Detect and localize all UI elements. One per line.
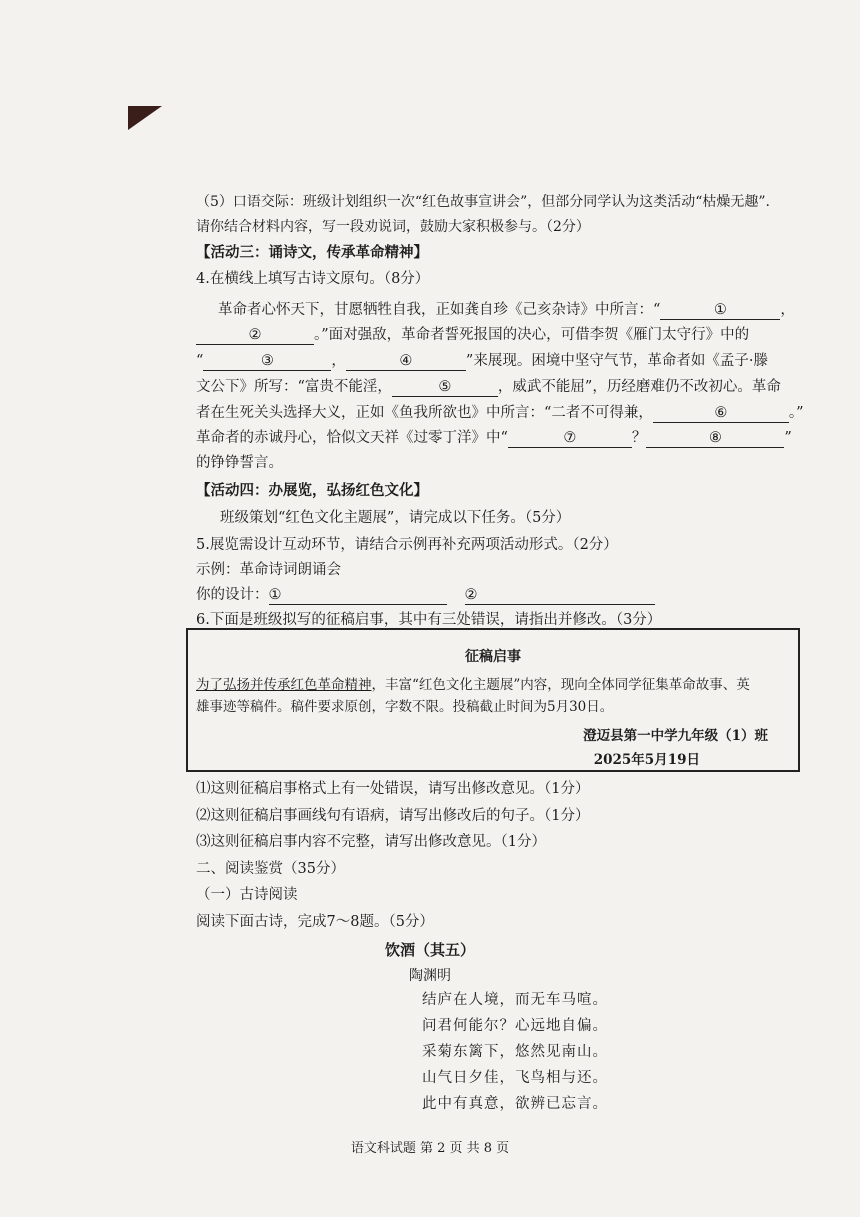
q5-line1: （5）口语交际：班级计划组织一次“红色故事宣讲会”，但部分同学认为这类活动“枯燥无趣”. bbox=[196, 194, 770, 210]
q4-text: ”来展现。困境中坚守气节，革命者如《孟子·滕 bbox=[465, 353, 768, 369]
q4-text: 革命者心怀天下，甘愿牺牲自我，正如龚自珍《己亥杂诗》中所言：“ bbox=[218, 302, 661, 318]
poem-line: 采菊东篱下，悠然见南山。 bbox=[422, 1044, 608, 1060]
activity4-intro: 班级策划“红色文化主题展”，请完成以下任务。（5分） bbox=[220, 510, 571, 526]
q4-text: ？ bbox=[631, 430, 647, 446]
q4-line2 bbox=[196, 325, 749, 345]
notice-underlined-sentence: 为了弘扬并传承红色革命精神 bbox=[196, 677, 372, 693]
notice-date: 2025年5月19日 bbox=[593, 752, 700, 768]
section2-sub: （一）古诗阅读 bbox=[196, 887, 298, 903]
poem-line: 此中有真意，欲辨已忘言。 bbox=[422, 1096, 608, 1112]
answer-blank-8[interactable]: ⑧ bbox=[646, 429, 784, 448]
q6-sub3: ⑶这则征稿启事内容不完整，请写出修改意见。（1分） bbox=[196, 834, 546, 850]
q6-sub2: ⑵这则征稿启事画线句有语病，请写出修改后的句子。（1分） bbox=[196, 808, 590, 824]
q4-line1 bbox=[218, 300, 795, 320]
q5b-prompt: 5.展览需设计互动环节，请结合示例再补充两项活动形式。（2分） bbox=[196, 537, 618, 553]
q4-text: 。”面对强敌，革命者誓死报国的决心，可借李贺《雁门太守行》中的 bbox=[314, 327, 750, 343]
answer-blank-6[interactable]: ⑥ bbox=[653, 404, 789, 423]
q5b-example: 示例：革命诗词朗诵会 bbox=[196, 562, 341, 578]
notice-line2: 雄事迹等稿件。稿件要求原创，字数不限。投稿截止时间为5月30日。 bbox=[196, 699, 614, 715]
design-label: 你的设计： bbox=[196, 587, 269, 603]
q5b-design bbox=[196, 585, 655, 605]
q4-text: ， bbox=[331, 353, 346, 369]
notice-box bbox=[186, 628, 800, 772]
q4-line7: 的铮铮誓言。 bbox=[196, 455, 283, 471]
answer-blank-3[interactable]: ③ bbox=[203, 352, 331, 371]
q5-line2: 请你结合材料内容，写一段劝说词，鼓励大家积极参与。（2分） bbox=[196, 219, 590, 235]
corner-mark bbox=[128, 106, 162, 130]
answer-blank-1[interactable]: ① bbox=[660, 301, 780, 320]
answer-blank-5[interactable]: ⑤ bbox=[392, 378, 498, 397]
q4-prompt: 4.在横线上填写古诗文原句。（8分） bbox=[196, 271, 430, 287]
poem-line: 结庐在人境，而无车马喧。 bbox=[422, 992, 608, 1008]
poem-author: 陶渊明 bbox=[409, 968, 451, 984]
q4-text: “ bbox=[196, 353, 204, 369]
q4-text: 。” bbox=[788, 405, 804, 421]
q4-text: ， bbox=[780, 302, 795, 318]
activity3-title: 【活动三：诵诗文，传承革命精神】 bbox=[196, 244, 428, 261]
q4-line6 bbox=[196, 428, 792, 448]
poem-line: 问君何能尔？心远地自偏。 bbox=[422, 1018, 608, 1034]
notice-line1 bbox=[196, 674, 750, 696]
q4-text: 革命者的赤诚丹心，恰似文天祥《过零丁洋》中“ bbox=[196, 430, 508, 446]
notice-title: 征稿启事 bbox=[465, 649, 521, 665]
notice-signature: 澄迈县第一中学九年级（1）班 bbox=[583, 728, 768, 744]
q4-line3 bbox=[196, 351, 768, 371]
poem-title: 饮酒（其五） bbox=[384, 941, 475, 959]
section2-title: 二、阅读鉴赏（35分） bbox=[196, 861, 345, 877]
q4-text: ，威武不能屈”，历经磨难仍不改初心。革命 bbox=[497, 379, 781, 395]
design-blank-2[interactable]: ② bbox=[465, 586, 655, 605]
q6-sub1: ⑴这则征稿启事格式上有一处错误，请写出修改意见。（1分） bbox=[196, 781, 590, 797]
q4-line4 bbox=[196, 377, 781, 397]
q6-prompt: 6.下面是班级拟写的征稿启事，其中有三处错误，请指出并修改。（3分） bbox=[196, 612, 662, 628]
answer-blank-2[interactable]: ② bbox=[196, 326, 314, 345]
answer-blank-7[interactable]: ⑦ bbox=[508, 429, 632, 448]
answer-blank-4[interactable]: ④ bbox=[346, 352, 466, 371]
activity4-title: 【活动四：办展览，弘扬红色文化】 bbox=[196, 482, 428, 499]
notice-body bbox=[196, 674, 750, 718]
q4-text: ” bbox=[784, 430, 792, 446]
section2-instruction: 阅读下面古诗，完成7～8题。（5分） bbox=[196, 914, 434, 930]
notice-line1-rest: ，丰富“红色文化主题展”内容，现向全体同学征集革命故事、英 bbox=[371, 677, 750, 693]
poem-line: 山气日夕佳，飞鸟相与还。 bbox=[422, 1070, 608, 1086]
q4-text: 文公下》所写：“富贵不能淫， bbox=[196, 379, 392, 395]
page-footer: 语文科试题 第 2 页 共 8 页 bbox=[350, 1141, 510, 1156]
design-blank-1[interactable]: ① bbox=[269, 586, 447, 605]
q4-line5 bbox=[196, 403, 804, 423]
q4-text: 者在生死关头选择大义，正如《鱼我所欲也》中所言：“二者不可得兼， bbox=[196, 405, 653, 421]
